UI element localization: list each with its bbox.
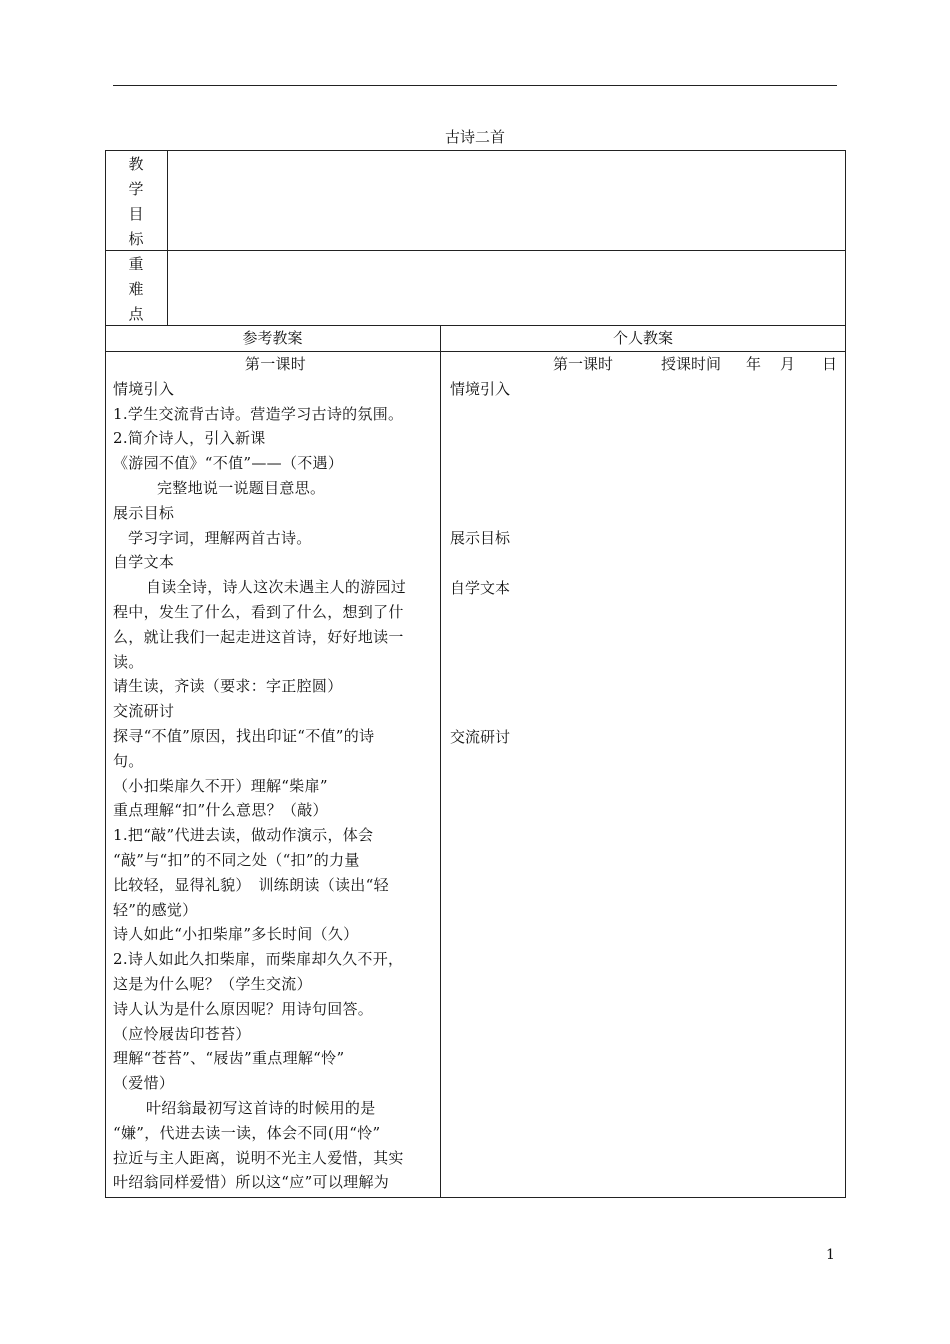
teach-time-label: 授课时间 xyxy=(661,355,722,373)
text-line: （应怜屐齿印苍苔） xyxy=(113,1024,251,1043)
year-label: 年 xyxy=(746,355,762,373)
row-divider xyxy=(105,250,846,251)
text-line: 程中，发生了什么，看到了什么，想到了什 xyxy=(113,602,404,621)
lesson-heading: 第一课时 xyxy=(244,355,307,373)
text-line: 探寻“不值”原因，找出印证“不值”的诗 xyxy=(113,726,375,745)
text-line: 比较轻，显得礼貌） 训练朗读（读出“轻 xyxy=(113,875,389,894)
section-heading: 自学文本 xyxy=(450,579,511,597)
text-line: 这是为什么呢？（学生交流） xyxy=(113,974,312,993)
document-title: 古诗二首 xyxy=(444,128,505,146)
text-line: 1.学生交流背古诗。营造学习古诗的氛围。 xyxy=(113,404,404,423)
text-line: “敲”与“扣”的不同之处（“扣”的力量 xyxy=(113,850,360,869)
text-line: 诗人如此“小扣柴扉”多长时间（久） xyxy=(113,925,359,944)
text-line: 2.诗人如此久扣柴扉，而柴扉却久久不开， xyxy=(113,950,404,969)
column-divider xyxy=(440,325,441,1198)
section-heading: 情境引入 xyxy=(450,380,511,398)
text-line: 诗人认为是什么原因呢？用诗句回答。 xyxy=(113,999,374,1018)
section-heading: 交流研讨 xyxy=(113,702,175,721)
section-heading: 交流研讨 xyxy=(450,728,511,746)
text-line: 拉近与主人距离，说明不光主人爱惜，其实 xyxy=(113,1148,404,1167)
lesson-heading: 第一课时 xyxy=(553,355,614,373)
reference-plan-header: 参考教案 xyxy=(242,329,303,347)
text-line: 完整地说一说题目意思。 xyxy=(157,478,326,497)
text-line: 叶绍翁同样爱惜）所以这“应”可以理解为 xyxy=(113,1173,390,1192)
text-line: （小扣柴扉久不开）理解“柴扉” xyxy=(113,776,328,795)
month-label: 月 xyxy=(780,355,796,373)
text-line: 叶绍翁最初写这首诗的时候用的是 xyxy=(146,1098,376,1117)
text-line: 重点理解“扣”什么意思？（敲） xyxy=(113,801,328,820)
personal-plan-header: 个人教案 xyxy=(612,329,673,347)
text-line: 2.简介诗人，引入新课 xyxy=(113,429,266,448)
text-line: 自读全诗，诗人这次未遇主人的游园过 xyxy=(146,578,407,597)
text-line: 读。 xyxy=(113,652,144,671)
text-line: “嫌”，代进去读一读，体会不同(用“怜” xyxy=(113,1123,381,1142)
text-line: 1.把“敲”代进去读，做动作演示，体会 xyxy=(113,826,374,845)
page-number: 1 xyxy=(826,1247,835,1263)
label-divider xyxy=(167,150,168,325)
text-line: 轻”的感觉） xyxy=(113,900,198,919)
day-label: 日 xyxy=(822,355,838,373)
section-heading: 情境引入 xyxy=(113,379,175,398)
section-heading: 自学文本 xyxy=(113,553,175,572)
text-line: 学习字词，理解两首古诗。 xyxy=(128,528,312,547)
text-line: （爱惜） xyxy=(113,1074,175,1093)
difficulties-label: 重 难 点 xyxy=(128,255,144,323)
text-line: 理解“苍苔”、“屐齿”重点理解“怜” xyxy=(113,1049,345,1068)
reference-plan-body xyxy=(113,352,438,1195)
text-line: 《游园不值》“不值”——（不遇） xyxy=(113,454,344,473)
text-line: 请生读，齐读（要求：字正腔圆） xyxy=(113,677,343,696)
goals-label: 教 学 目 标 xyxy=(128,155,144,248)
text-line: 么，就让我们一起走进这首诗，好好地读一 xyxy=(113,627,404,646)
section-heading: 展示目标 xyxy=(113,503,175,522)
text-line: 句。 xyxy=(113,751,144,770)
header-rule xyxy=(113,85,837,86)
section-heading: 展示目标 xyxy=(450,529,511,547)
